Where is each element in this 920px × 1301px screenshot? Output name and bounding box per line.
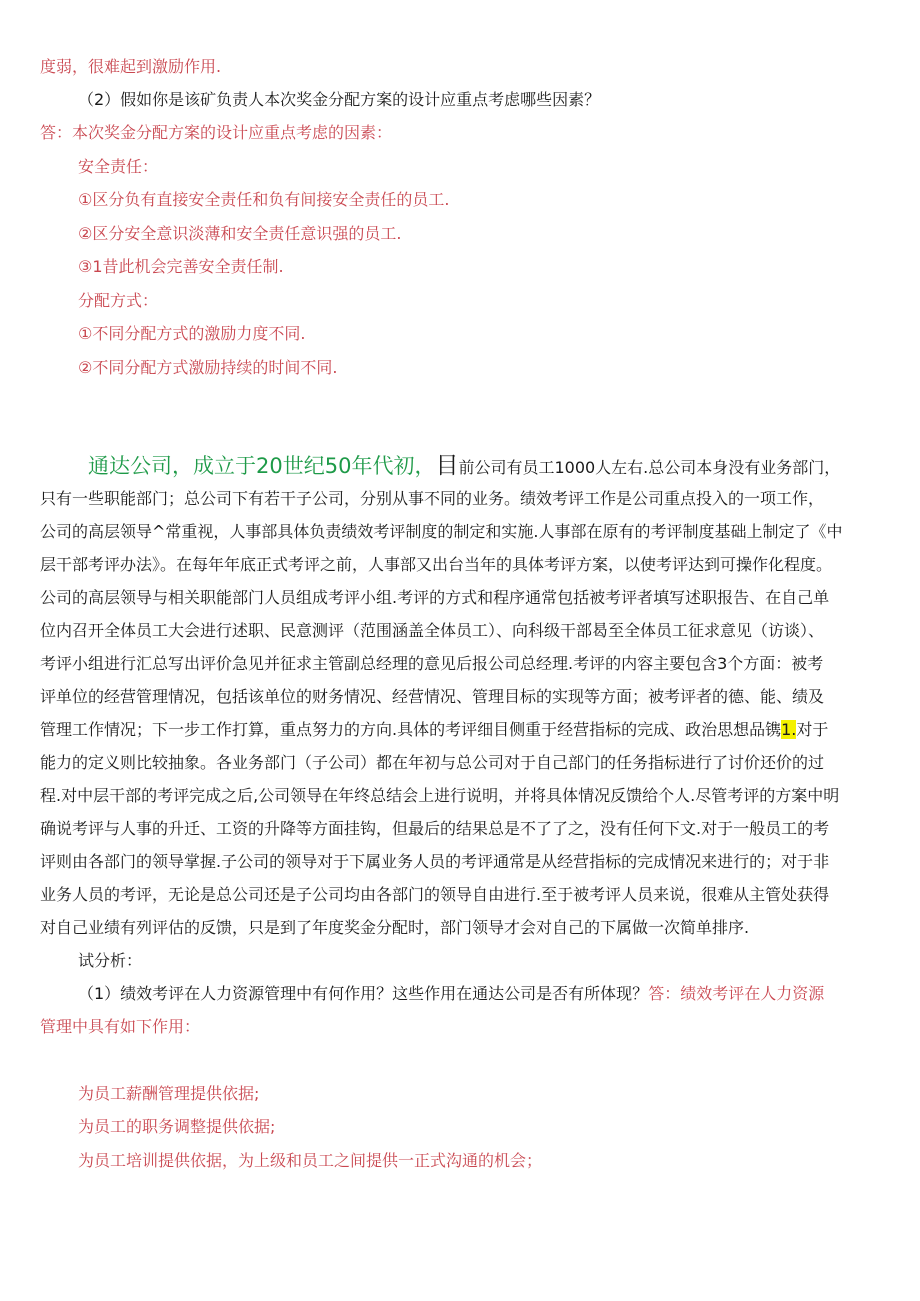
case-line: 公司的高层领导^常重视，人事部具体负责绩效考评制度的制定和实施.人事部在原有的考评制度基础上制定了《中 [40,522,843,541]
distribution-heading: 分配方式： [78,291,159,310]
case-line: 确说考评与人事的升迁、工资的升降等方面挂钩，但最后的结果总是不了了之，没有任何下文.对于一般员工的考 [40,819,830,838]
answer-item-1: 为员工薪酬管理提供依据; [78,1084,260,1103]
question-1: （1）绩效考评在人力资源管理中有何作用？这些作用在通达公司是否有所体现？ [78,984,649,1003]
question-2: （2）假如你是该矿负责人本次奖金分配方案的设计应重点考虑哪些因素？ [78,90,601,109]
safety-item-2: ②区分安全意识淡薄和安全责任意识强的员工. [78,224,402,243]
case-line [40,719,828,741]
case-line: 对自己业绩有列评估的反馈，只是到了年度奖金分配时，部门领导才会对自己的下属做一次简单排序. [40,918,750,937]
answer-1-start: 答：绩效考评在人力资源 [648,984,825,1003]
case-line-part: 对于 [796,720,829,739]
safety-heading: 安全责任： [78,157,159,176]
case-line: 只有一些职能部门；总公司下有若干子公司，分别从事不同的业务。绩效考评工作是公司重点投入的一项工作， [40,489,825,508]
case-line: 评则由各部门的领导掌握.子公司的领导对于下属业务人员的考评通常是从经营指标的完成情况来进行的；对于非 [40,852,830,871]
case-first-line-rest: 前公司有员工1000人左右.总公司本身没有业务部门， [458,458,841,477]
analysis-heading: 试分析： [78,951,143,970]
answer-intro: 答：本次奖金分配方案的设计应重点考虑的因素： [40,123,393,142]
case-line: 业务人员的考评，无论是总公司还是子公司均由各部门的领导自由进行.至于被考评人员来说，很难从主管处获得 [40,885,830,904]
case-line: 评单位的经营管理情况，包括该单位的财务情况、经营情况、管理目标的实现等方面；被考评者的德、能、绩及 [40,687,825,706]
question-1-line [78,983,824,1005]
answer-text: 度弱，很难起到激励作用. [40,57,222,76]
distribution-item-1: ①不同分配方式的激励力度不同. [78,324,306,343]
case-first-line [88,455,840,479]
distribution-item-2: ②不同分配方式激励持续的时间不同. [78,358,338,377]
case-line: 程.对中层干部的考评完成之后,公司领导在年终总结会上进行说明，并将具体情况反馈给个人.尽管考评的方案中明 [40,786,840,805]
case-line: 考评小组进行汇总写出评价急见并征求主管副总经理的意见后报公司总经理.考评的内容主要包含3个方面：被考 [40,654,824,673]
safety-item-1: ①区分负有直接安全责任和负有间接安全责任的员工. [78,190,450,209]
safety-item-3: ③1昔此机会完善安全责任制. [78,257,284,276]
drop-cap: 目 [435,453,459,479]
case-line: 层干部考评办法》。在每年年底正式考评之前，人事部又出台当年的具体考评方案，以使考评达到可操作化程度。 [40,555,833,574]
answer-item-3: 为员工培训提供依据，为上级和员工之间提供一正式沟通的机会； [78,1151,543,1170]
case-line: 公司的高层领导与相关职能部门人员组成考评小组.考评的方式和程序通常包括被考评者填写述职报告、在自己单 [40,588,830,607]
answer-1-cont: 管理中具有如下作用： [40,1017,201,1036]
case-line-part: 管理工作情况；下一步工作打算，重点努力的方向.具体的考评细目侧重于经营指标的完成、政治思想品镌 [40,720,782,739]
case-title: 通达公司，成立于20世纪50年代初， [88,454,436,478]
case-line: 能力的定义则比较抽象。各业务部门（子公司）都在年初与总公司对于自己部门的任务指标进行了讨价还价的过 [40,753,825,772]
answer-item-2: 为员工的职务调整提供依据; [78,1117,276,1136]
case-line: 位内召开全体员工大会进行述职、民意测评（范围涵盖全体员工）、向科级干部曷至全体员工征求意见（访谈）、 [40,621,825,640]
highlighted-text: 1. [781,720,797,739]
